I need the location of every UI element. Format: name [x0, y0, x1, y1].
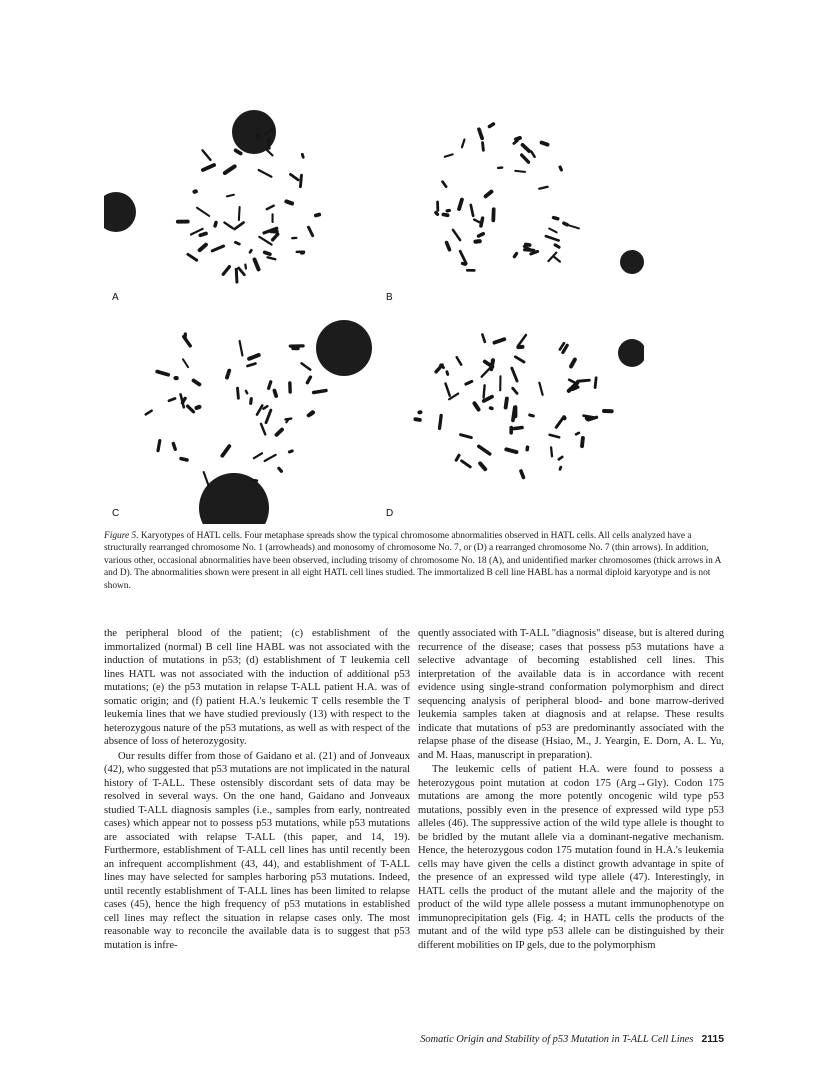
- metaphase-spread-d: [374, 308, 644, 524]
- chromosome: [460, 459, 473, 469]
- chromosome: [552, 255, 561, 263]
- chromosome: [238, 340, 243, 357]
- chromosome: [259, 422, 266, 436]
- chromosome: [200, 163, 216, 173]
- panel-label-d: D: [386, 508, 394, 519]
- chromosome: [472, 400, 482, 412]
- chromosome: [511, 386, 519, 395]
- caption-text: Karyotypes of HATL cells. Four metaphase spreads show the typical chromosome abnormalities observed in HATL cells. All cells analyzed have a structurally rearranged chromosome No. 1 (arrowheads) and monosomy of chromosome No. 7, or (D) a rearranged chromosome No. 7 (thin arrows). In addition, various other, occasional abnormalities have been observed, including trisomy of chromosome No. 18 (A), and unidentified marker chromosomes (thick arrows in A and D). The abnormalities shown were present in all eight HATL cell lines studied. The immortalized B cell line HABL has a normal diploid karyotype and is not shown.: [104, 531, 721, 591]
- chromosome: [547, 251, 558, 263]
- chromosome: [443, 153, 454, 158]
- chromosome: [287, 449, 294, 454]
- chromosome: [289, 172, 301, 181]
- chromosome: [291, 237, 298, 240]
- chromosome: [455, 355, 463, 366]
- chromosome: [288, 381, 292, 394]
- chromosome: [263, 453, 277, 462]
- chromosome: [274, 427, 285, 438]
- chromosome: [179, 456, 189, 462]
- chromosome: [519, 153, 531, 165]
- chromosome: [300, 250, 306, 254]
- chromosome: [557, 455, 564, 461]
- chromosome: [567, 224, 580, 230]
- metaphase-spread-a: [104, 92, 374, 308]
- chromosome: [196, 206, 211, 217]
- chromosome: [264, 408, 273, 424]
- chromosome: [413, 417, 422, 422]
- chromosome: [213, 220, 218, 228]
- body-column-right: [418, 627, 724, 952]
- chromosome: [181, 334, 192, 348]
- chromosome: [202, 471, 210, 487]
- chromosome: [236, 387, 240, 400]
- chromosome: [235, 268, 239, 284]
- chromosome: [226, 193, 235, 197]
- chromosome: [441, 180, 448, 189]
- chromosome: [574, 431, 580, 436]
- metaphase-panel-a: [104, 92, 374, 308]
- chromosome: [481, 333, 487, 344]
- chromosome: [451, 228, 462, 242]
- chromosome: [265, 204, 275, 211]
- chromosome: [305, 375, 313, 385]
- chromosome: [503, 396, 509, 409]
- chromosome: [548, 227, 558, 234]
- chromosome: [176, 220, 190, 224]
- interphase-nucleus: [620, 250, 644, 274]
- chromosome: [483, 189, 494, 199]
- metaphase-panel-c: [104, 308, 374, 524]
- chromosome: [576, 379, 591, 383]
- chromosome: [568, 357, 577, 369]
- chromosome: [499, 375, 501, 391]
- chromosome: [492, 337, 507, 345]
- chromosome: [538, 381, 544, 396]
- chromosome: [457, 197, 465, 211]
- paragraph: the peripheral blood of the patient; (c) establishment of the immortalized (normal) B cell line HABL was not associated with the induction of mutations in p53; (d) establishment of T leukemia cell lines HATL was not associated with the induction of additional p53 mutations; (e) the p53 mutation in relapse T-ALL patient H.A. was of somatic origin; and (f) patient H.A.'s leukemic T cells resemble the T leukemia lines that we have studied previously (13) with respect to the heterozygous nature of the p53 mutations, as well as with respect of the absence of loss of heterozygosity.: [104, 628, 410, 747]
- chromosome: [267, 380, 273, 391]
- chromosome: [510, 366, 519, 383]
- chromosome: [301, 153, 305, 159]
- chromosome: [436, 201, 439, 212]
- chromosome: [473, 239, 482, 244]
- chromosome: [269, 229, 279, 233]
- interphase-nucleus: [199, 473, 269, 524]
- chromosome: [444, 240, 452, 252]
- chromosome: [221, 264, 232, 276]
- chromosome: [476, 444, 492, 457]
- chromosome: [477, 461, 488, 472]
- chromosome: [512, 251, 519, 259]
- chromosome: [473, 218, 482, 224]
- chromosome: [256, 133, 259, 139]
- chromosome: [459, 433, 473, 440]
- interphase-nucleus: [104, 192, 136, 232]
- chromosome: [476, 231, 485, 238]
- chromosome: [262, 250, 272, 256]
- panel-label-b: B: [386, 292, 393, 303]
- chromosome: [233, 221, 246, 231]
- caption-lead: Figure 5.: [104, 531, 139, 541]
- running-title: Somatic Origin and Stability of p53 Mutation in T-ALL Cell Lines: [420, 1034, 694, 1045]
- chromosome: [466, 269, 476, 272]
- running-footer: [404, 1034, 724, 1045]
- chromosome: [272, 388, 278, 398]
- chromosome: [487, 122, 496, 129]
- chromosome: [255, 404, 264, 417]
- chromosome: [417, 410, 423, 415]
- chromosome: [514, 170, 526, 173]
- chromosome: [266, 256, 277, 261]
- chromosome: [171, 441, 177, 451]
- chromosome: [257, 168, 273, 178]
- chromosome: [497, 166, 504, 169]
- chromosome: [223, 221, 235, 230]
- chromosome: [504, 447, 519, 455]
- chromosome: [530, 150, 537, 159]
- chromosome: [520, 142, 532, 154]
- chromosome: [185, 404, 195, 414]
- chromosome: [284, 199, 295, 206]
- chromosome: [247, 352, 262, 361]
- chromosome: [277, 466, 284, 473]
- chromosome: [445, 208, 451, 212]
- chromosome: [246, 362, 257, 368]
- chromosome: [519, 469, 526, 480]
- chromosome: [252, 452, 263, 460]
- chromosome: [197, 242, 209, 253]
- paragraph: The leukemic cells of patient H.A. were found to possess a heterozygous point mutation at codon 175 (Arg→Gly). Codon 175 mutations are among the more potently oncogenic wild type p53 mutations, possibly even in the presence of expressed wild type p53 alleles (46). The suppressive action of the wild type allele is thought to be bridled by the mutant allele via a dominant-negative mechanism. Hence, the heterozygous codon 175 mutation found in H.A.'s leukemia cells may have given the cells a distinct growth advantage in spite of the presence of an expressed wild type allele (47). Interestingly, in HATL cells the product of the mutant allele and the majority of the product of the wild type allele possess a mutant immunophenotype on immunoprecipitation gels (Fig. 4; in HATL cells the products of the mutant and of the wild type p53 allele can be distinguished by their different mobilities on IP gels, due to the polymorphism: [418, 764, 724, 951]
- chromosome: [182, 358, 190, 369]
- chromosome: [234, 240, 242, 245]
- chromosome: [481, 141, 485, 152]
- body-column-left: [104, 627, 410, 952]
- chromosome: [222, 164, 237, 176]
- chromosome: [272, 213, 274, 223]
- chromosome: [551, 215, 560, 220]
- chromosome: [548, 433, 561, 439]
- chromosome: [191, 378, 202, 387]
- chromosome: [201, 149, 212, 162]
- chromosome: [488, 406, 494, 411]
- chromosome: [539, 140, 550, 147]
- chromosome: [454, 453, 461, 462]
- page-number: 2115: [701, 1034, 724, 1045]
- chromosome: [144, 409, 153, 416]
- chromosome: [445, 370, 449, 376]
- chromosome: [252, 257, 261, 272]
- metaphase-panel-b: [374, 92, 644, 308]
- figure-5-karyotypes: [104, 92, 644, 524]
- chromosome: [491, 207, 495, 222]
- paragraph: Our results differ from those of Gaidano et al. (21) and of Jonveaux (42), who suggested that p53 mutations are not implicated in the natural history of T-ALL. These ostensibly discordant sets of data may be resolved in several ways. On the one hand, Gaidano and Jonveaux studied T-ALL diagnosis samples (i.e., samples from early, nontreated cases) which appear not to possess p53 mutations, while p53 mutations are associated with relapse T-ALL (this paper, and 14, 19). Furthermore, establishment of T-ALL cell lines has until recently been an infrequent accomplishment (43, 44), and establishment of T-ALL lines may have selected for samples harboring p53 mutations. Indeed, until recently establishment of T-ALL lines has been limited to relapse cases (45), hence the high frequency of p53 mutations in established cell lines may reflect the situation in relapse cases only. The most reasonable way to reconcile the available data is to suggest that p53 mutation is infre-: [104, 750, 410, 951]
- chromosome: [580, 436, 585, 448]
- chromosome: [249, 397, 253, 405]
- chromosome: [594, 376, 598, 389]
- chromosome: [248, 248, 253, 254]
- chromosome: [220, 443, 232, 458]
- panel-label-a: A: [112, 292, 119, 303]
- chromosome: [300, 362, 312, 372]
- chromosome: [477, 127, 485, 141]
- chromosome: [438, 414, 443, 431]
- chromosome: [155, 369, 171, 377]
- chromosome: [225, 368, 232, 380]
- chromosome: [528, 413, 535, 418]
- chromosome: [307, 225, 315, 237]
- chromosome: [192, 189, 198, 195]
- chromosome: [167, 397, 177, 403]
- interphase-nucleus: [316, 320, 372, 376]
- figure-caption: [104, 530, 724, 592]
- chromosome: [464, 379, 474, 386]
- chromosome: [156, 439, 161, 453]
- metaphase-spread-c: [104, 308, 374, 524]
- chromosome: [461, 138, 466, 148]
- chromosome: [314, 212, 322, 217]
- chromosome: [244, 389, 249, 395]
- chromosome: [441, 212, 450, 217]
- chromosome: [244, 263, 247, 269]
- chromosome: [238, 206, 241, 221]
- chromosome: [173, 376, 179, 381]
- chromosome: [550, 446, 553, 457]
- metaphase-panel-d: [374, 308, 644, 524]
- metaphase-spread-b: [374, 92, 644, 308]
- panel-label-c: C: [112, 508, 120, 519]
- paragraph: quently associated with T-ALL "diagnosis" disease, but is altered during recurrence of the disease; cases that possess p53 mutations have a selective advantage of becoming established cell lines. This interpretation of the available data is in accordance with recent evidence using single-strand conformation polymorphism and direct sequencing analysis of peripheral blood- and bone marrow-derived leukemia samples taken at diagnosis and at relapse. These results indicate that mutations of p53 are predominantly associated with the relapse phase of the disease (Hsiao, M., J. Yeargin, E. Dorn, A. L. Yu, and M. Haas, manuscript in preparation).: [418, 628, 725, 761]
- chromosome: [312, 389, 328, 395]
- chromosome: [194, 404, 202, 410]
- chromosome: [553, 243, 561, 250]
- chromosome: [258, 235, 273, 246]
- chromosome: [210, 244, 225, 253]
- chromosome: [509, 426, 513, 435]
- chromosome: [538, 185, 549, 190]
- interphase-nucleus: [618, 339, 644, 367]
- chromosome: [198, 231, 208, 238]
- chromosome: [558, 465, 562, 471]
- chromosome: [544, 234, 560, 242]
- chromosome: [444, 382, 451, 397]
- chromosome: [602, 409, 614, 413]
- chromosome: [299, 174, 303, 189]
- chromosome: [289, 344, 305, 347]
- chromosome: [482, 384, 486, 399]
- chromosome: [558, 165, 563, 172]
- chromosome: [186, 252, 199, 262]
- chromosome: [525, 445, 529, 451]
- chromosome: [516, 345, 524, 349]
- chromosome: [512, 426, 524, 431]
- chromosome: [513, 355, 525, 364]
- chromosome: [469, 203, 474, 217]
- chromosome: [265, 148, 274, 157]
